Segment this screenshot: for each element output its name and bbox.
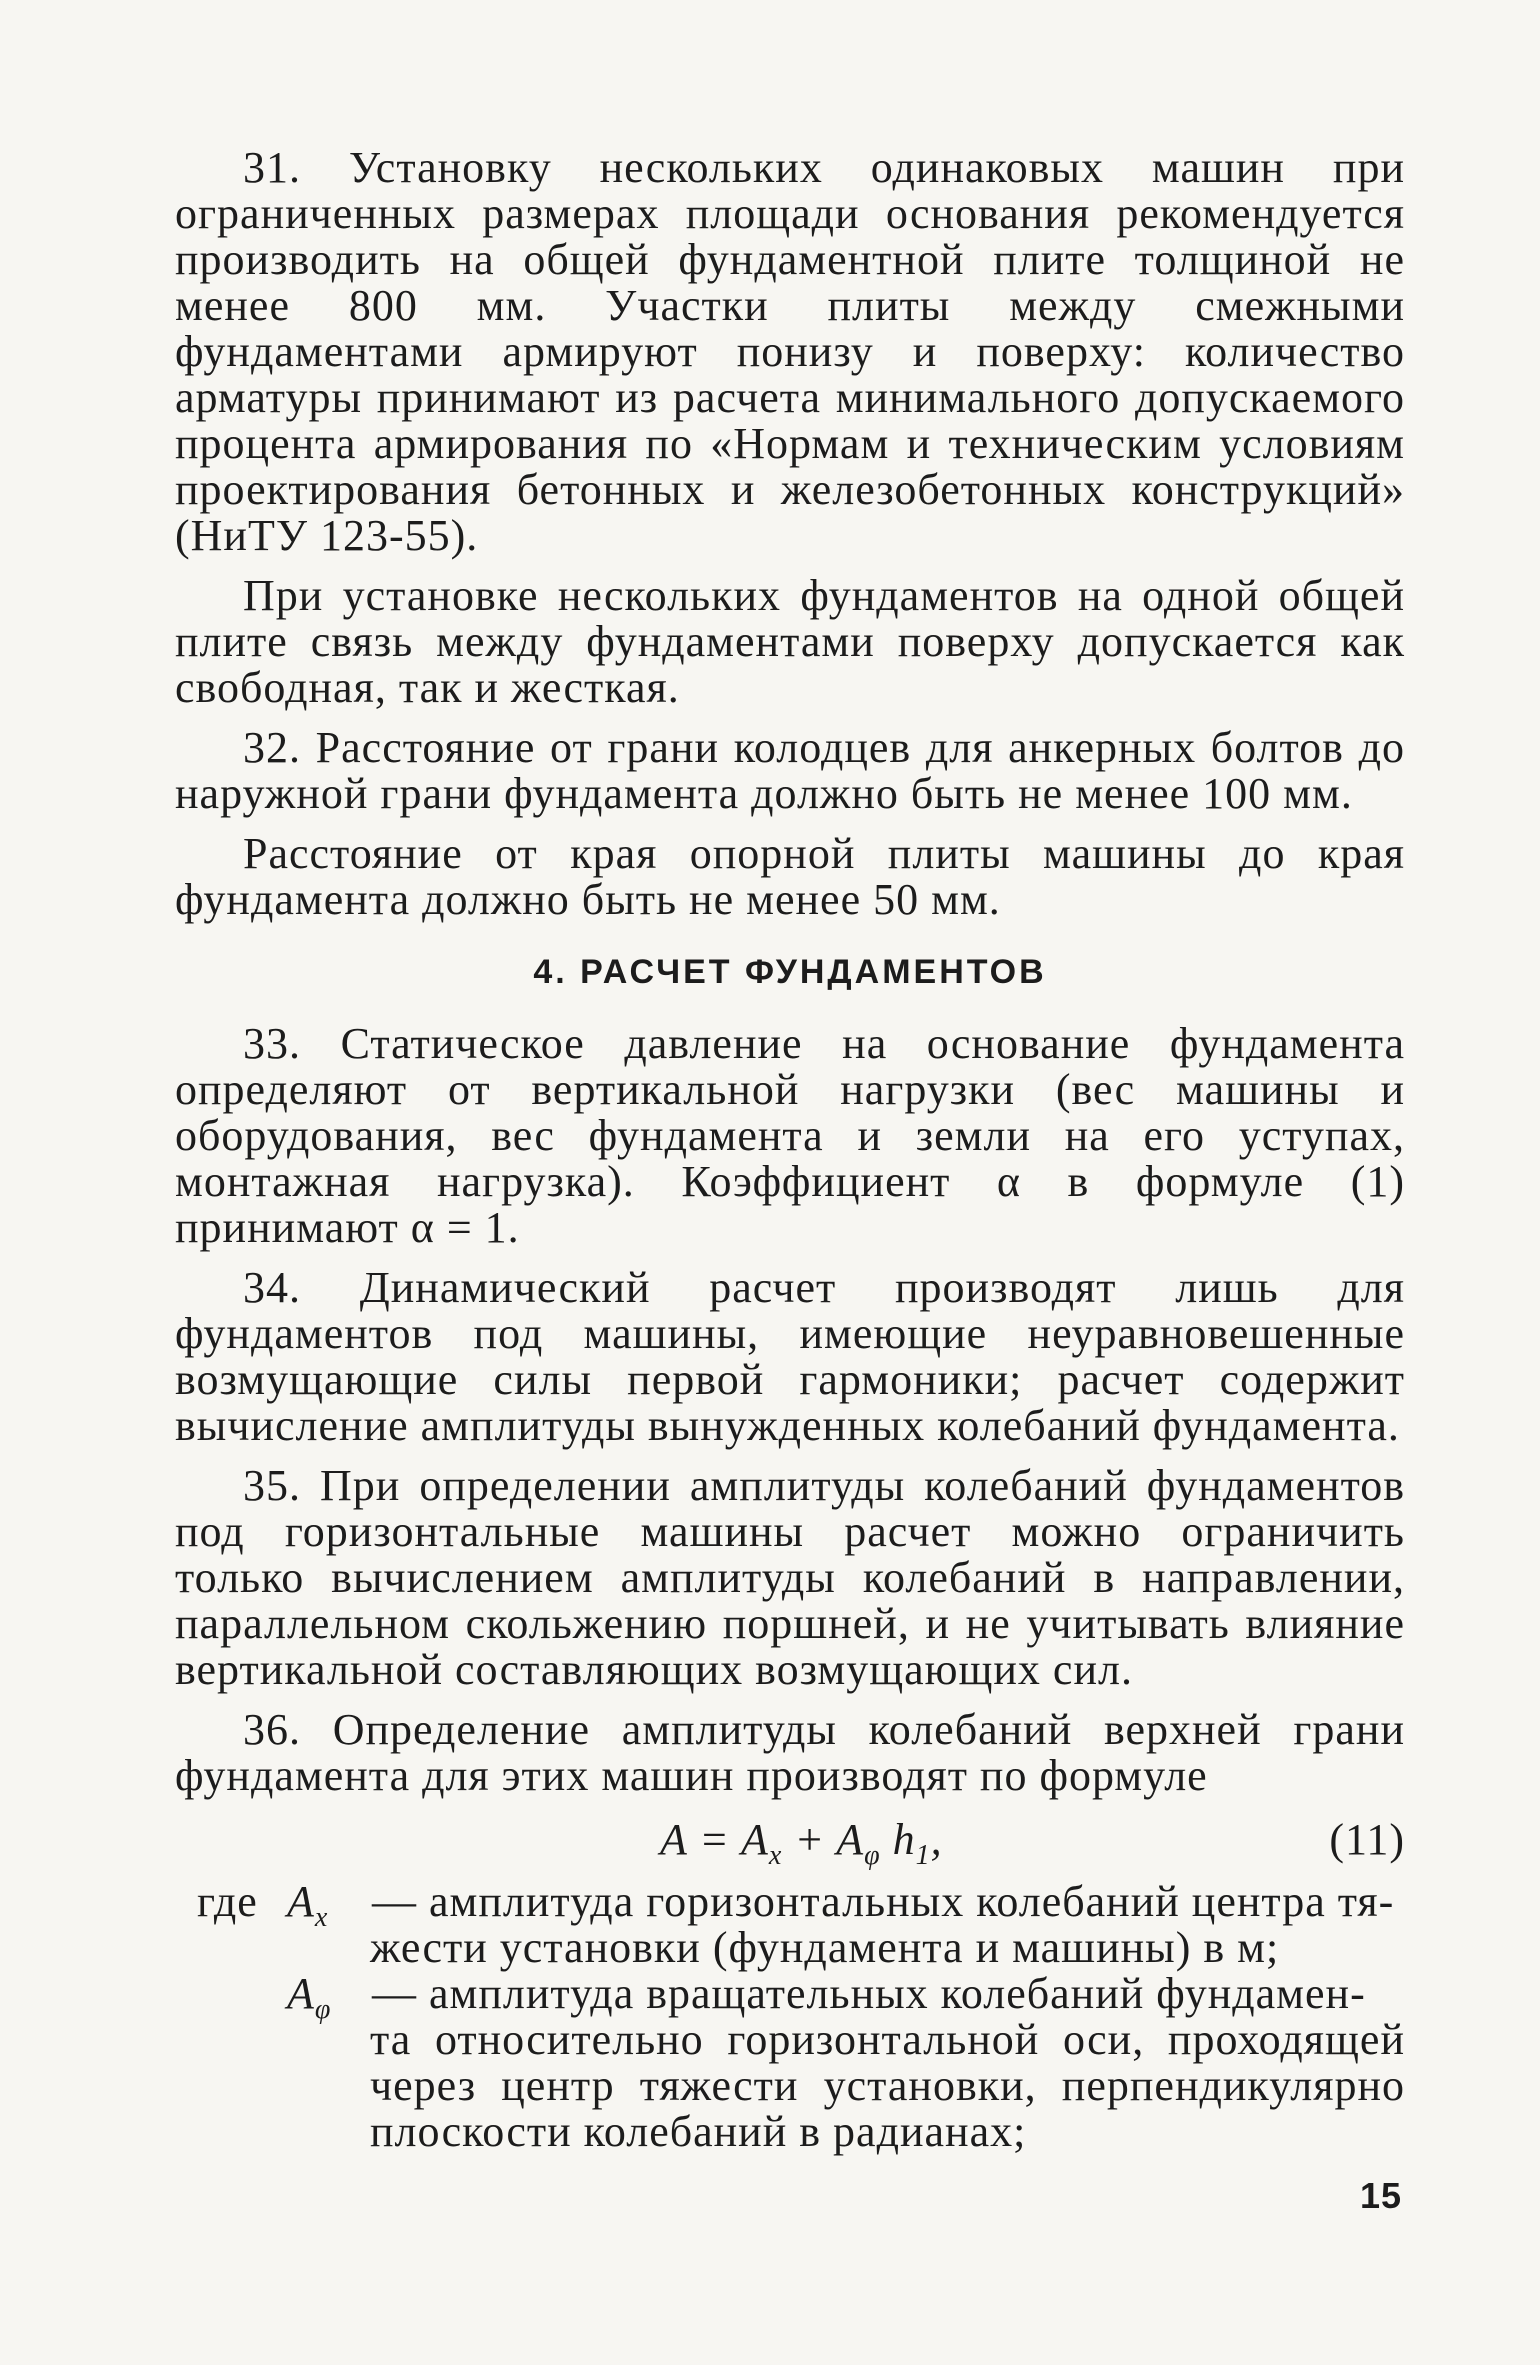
definition-aphi-continued: та относительно горизонтальной оси, проходящей через центр тяжести установки, перпендикулярно плоскости колебаний в радианах; bbox=[370, 2015, 1405, 2156]
variable-ax: $A_x$ bbox=[287, 1877, 329, 1933]
formula-expression: $A = A_x + A_\varphi$ $h_1$, bbox=[660, 1815, 943, 1871]
paragraph-31: 31. Установку нескольких одинаковых машин при ограниченных размерах площади основания рекомендуется производить на общей фундаментной плите толщиной не менее 800 мм. Участки плиты между смежными фундаментами армируют понизу и поверху: количество арматуры принимают из расчета минимального допускаемого процента армирования по «Нормам и техническим условиям проектирования бетонных и железобетонных конструкций» (НиТУ 123-55). bbox=[175, 143, 1405, 560]
definition-ax-continued: жести установки (фундамента и машины) в м; bbox=[370, 1923, 1280, 1972]
section-heading: 4. РАСЧЕТ ФУНДАМЕНТОВ bbox=[533, 953, 1047, 991]
paragraph-31-continued: При установке нескольких фундаментов на одной общей плите связь между фундаментами поверху допускается как свободная, так и жесткая. bbox=[175, 571, 1405, 712]
paragraph-34: 34. Динамический расчет производят лишь для фундаментов под машины, имеющие неуравновешенные возмущающие силы первой гармоники; расчет содержит вычисление амплитуды вынужденных колебаний фундамента. bbox=[175, 1263, 1405, 1450]
paragraph-32-continued: Расстояние от края опорной плиты машины до края фундамента должно быть не менее 50 мм. bbox=[175, 829, 1405, 924]
paragraph-33: 33. Статическое давление на основание фундамента определяют от вертикальной нагрузки (вес машины и оборудования, вес фундамента и земли на его уступах, монтажная нагрузка). Коэффициент α в формуле (1) принимают α = 1. bbox=[175, 1019, 1405, 1252]
paragraph-32: 32. Расстояние от грани колодцев для анкерных болтов до наружной грани фундамента должно быть не менее 100 мм. bbox=[175, 723, 1405, 818]
definition-aphi-text: — амплитуда вращательных колебаний фундамен- bbox=[372, 1969, 1366, 2018]
page-number: 15 bbox=[1360, 2175, 1403, 2216]
definition-aphi bbox=[175, 1969, 1405, 2025]
variable-aphi: $A_\varphi$ bbox=[287, 1969, 332, 2025]
variable-definitions bbox=[175, 1879, 1405, 2155]
definition-ax-text: — амплитуда горизонтальных колебаний центра тя- bbox=[372, 1877, 1395, 1926]
definition-ax bbox=[175, 1877, 1405, 1933]
equation-number: (11) bbox=[1329, 1815, 1405, 1864]
formula-11 bbox=[175, 1813, 1405, 1873]
page-content bbox=[175, 145, 1405, 2155]
paragraph-35: 35. При определении амплитуды колебаний фундаментов под горизонтальные машины расчет можно ограничить только вычислением амплитуды колебаний в направлении, параллельном скольжению поршней, и не учитывать влияние вертикальной составляющих возмущающих сил. bbox=[175, 1461, 1405, 1694]
paragraph-36: 36. Определение амплитуды колебаний верхней грани фундамента для этих машин производят по формуле bbox=[175, 1705, 1405, 1800]
where-label: где bbox=[197, 1877, 258, 1926]
